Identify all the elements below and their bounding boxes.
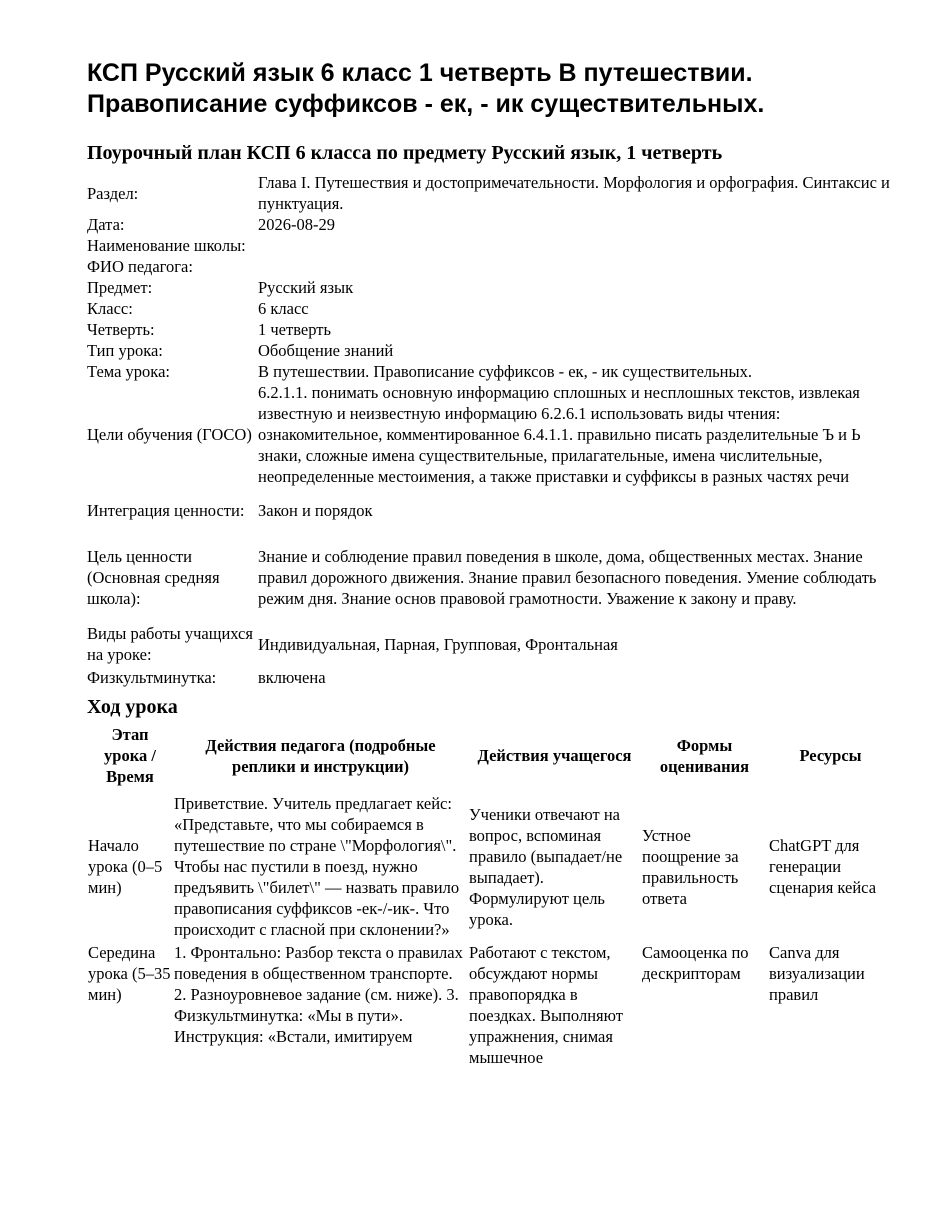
assessment-cell: Самооценка по дескрипторам <box>642 943 749 983</box>
info-row <box>87 256 897 277</box>
info-label: Предмет: <box>87 278 153 297</box>
info-label: Виды работы учащихся на уроке: <box>87 624 253 664</box>
document-title: КСП Русский язык 6 класс 1 четверть В путешествии. Правописание суффиксов - ек, - ик существительных. <box>87 59 765 118</box>
info-row <box>87 361 897 382</box>
info-row <box>87 487 897 533</box>
resources-cell: Canva для визуализации правил <box>769 943 865 1004</box>
info-label: Наименование школы: <box>87 236 246 255</box>
info-value <box>258 235 897 256</box>
info-label: Тип урока: <box>87 341 163 360</box>
info-label: Тема урока: <box>87 362 170 381</box>
column-header-teacher: Действия педагога (подробные реплики и инструкции) <box>205 735 436 776</box>
info-label: ФИО педагога: <box>87 257 193 276</box>
info-row <box>87 533 897 621</box>
column-header-student: Действия учащегося <box>477 746 632 765</box>
info-value: включена <box>258 668 326 687</box>
info-row <box>87 277 897 298</box>
info-value <box>258 256 897 277</box>
info-value: Обобщение знаний <box>258 341 394 360</box>
info-row <box>87 172 897 214</box>
plan-header-row <box>87 724 893 793</box>
info-row <box>87 621 897 667</box>
stage-cell: Начало урока (0–5 мин) <box>88 836 163 897</box>
plan-subtitle: Поурочный план КСП 6 класса по предмету Русский язык, 1 четверть <box>87 142 723 164</box>
info-value: В путешествии. Правописание суффиксов - ек, - ик существительных. <box>258 362 752 381</box>
info-row <box>87 340 897 361</box>
info-value: Русский язык <box>258 278 354 297</box>
info-value: 6 класс <box>258 299 309 318</box>
info-value: Индивидуальная, Парная, Групповая, Фронтальная <box>258 634 618 654</box>
info-label: Интеграция ценности: <box>87 500 245 520</box>
column-header-assessment: Формы оценивания <box>659 735 750 776</box>
info-row <box>87 382 897 487</box>
info-row <box>87 214 897 235</box>
info-row <box>87 298 897 319</box>
info-value: 1 четверть <box>258 320 331 339</box>
info-label: Дата: <box>87 215 125 234</box>
info-row <box>87 235 897 256</box>
column-header-resources: Ресурсы <box>799 746 862 765</box>
table-row <box>87 793 893 942</box>
info-value: 2026-08-29 <box>258 215 335 234</box>
info-value: Знание и соблюдение правил поведения в школе, дома, общественных местах. Знание правил дорожного движения. Знание правил безопасного поведения. Умение соблюдать режим дня. Знание основ правовой грамотности. Уважение к закону и праву. <box>258 546 877 608</box>
column-header-stage: Этап урока / Время <box>104 725 156 786</box>
document-page <box>87 58 897 1070</box>
teacher-cell: 1. Фронтально: Разбор текста о правилах поведения в общественном транспорте. 2. Разноуровневое задание (см. ниже). 3. Физкультминутка: «Мы в пути». Инструкция: «Встали, имитируем <box>174 943 463 1046</box>
info-label: Раздел: <box>87 183 139 203</box>
assessment-cell: Устное поощрение за правильность ответа <box>642 825 739 908</box>
stage-cell: Середина урока (5–35 мин) <box>88 943 171 1004</box>
info-value: 6.2.1.1. понимать основную информацию сплошных и несплошных текстов, извлекая известную и неизвестную информацию 6.2.6.1 использовать виды чтения: ознакомительное, комментированное 6.4.1.1. правильно писать разделительные Ъ и Ь знаки, сложные имена существительные, прилагательные, имена числительные, неопределенные местоимения, а также приставки и суффиксы в разных частях речи <box>258 383 861 486</box>
student-cell: Работают с текстом, обсуждают нормы правопорядка в поездках. Выполняют упражнения, снимая мышечное <box>469 943 623 1067</box>
resources-cell: ChatGPT для генерации сценария кейса <box>769 836 877 897</box>
info-value: Закон и порядок <box>258 500 373 520</box>
lesson-plan-table <box>87 724 893 1070</box>
info-value: Глава I. Путешествия и достопримечательности. Морфология и орфография. Синтаксис и пунктуация. <box>258 173 890 213</box>
info-row <box>87 667 897 688</box>
teacher-cell: Приветствие. Учитель предлагает кейс: «Представьте, что мы собираемся в путешествие по стране \"Морфология\". Чтобы нас пустили в поезд, нужно предъявить \"билет\" — назвать правило правописания суффиксов -ек-/-ик-. Что происходит с гласной при склонении?» <box>174 794 460 939</box>
plan-heading: Ход урока <box>87 696 178 718</box>
lesson-info-table <box>87 172 897 688</box>
student-cell: Ученики отвечают на вопрос, вспоминая правило (выпадает/не выпадает). Формулируют цель урока. <box>469 804 623 929</box>
info-row <box>87 319 897 340</box>
info-label: Четверть: <box>87 320 155 339</box>
info-label: Цель ценности (Основная средняя школа): <box>87 546 220 608</box>
table-row <box>87 942 893 1070</box>
info-label: Физкультминутка: <box>87 668 217 687</box>
info-label: Цели обучения (ГОСО) <box>87 425 252 444</box>
info-label: Класс: <box>87 299 133 318</box>
